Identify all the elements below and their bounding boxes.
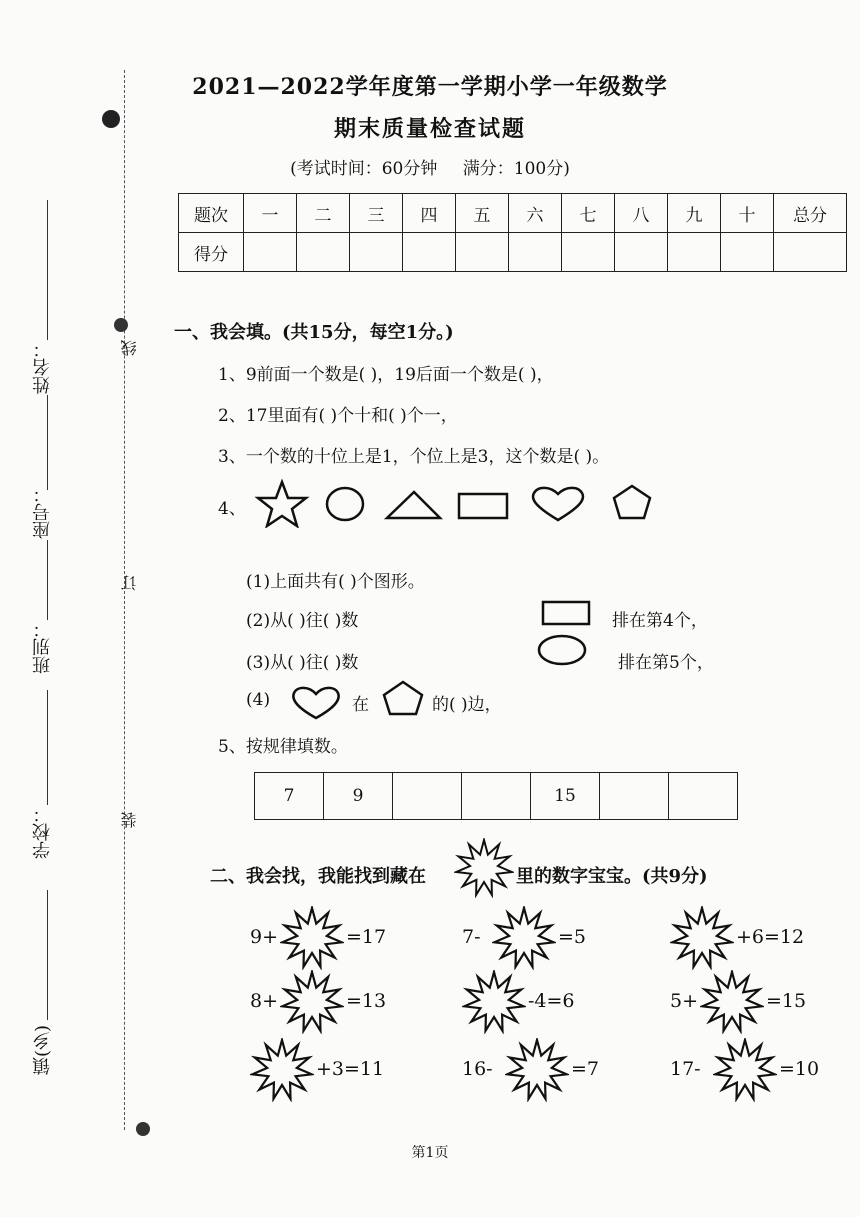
school-underline — [47, 690, 48, 805]
starburst-blank-icon[interactable] — [280, 906, 344, 970]
equation-suffix: =5 — [558, 926, 587, 948]
equation-suffix: +3=11 — [316, 1058, 385, 1080]
question-4-2: (2)从( )往( )数 — [246, 611, 359, 631]
score-cell: 六 — [509, 194, 562, 233]
score-cell: 十 — [721, 194, 774, 233]
score-blank[interactable] — [297, 233, 350, 272]
score-cell: 题次 — [179, 194, 244, 233]
exam-title-line1: 2021—2022学年度第一学期小学一年级数学 — [192, 74, 668, 100]
question-4-2-tail: 排在第4个， — [612, 611, 708, 631]
pentagon-icon — [378, 678, 428, 718]
starburst-blank-icon[interactable] — [713, 1038, 777, 1102]
sequence-cell: 9 — [324, 773, 393, 820]
cut-ding-char: 订 — [120, 575, 139, 591]
score-blank[interactable] — [350, 233, 403, 272]
equation-prefix: 8+ — [250, 990, 279, 1012]
exam-title-line2: 期末质量检查试题 — [333, 116, 526, 142]
exam-info — [0, 154, 860, 179]
cut-line-char: 线 — [120, 340, 139, 356]
sequence-cell: 7 — [255, 773, 324, 820]
score-blank[interactable] — [615, 233, 668, 272]
score-blank[interactable] — [509, 233, 562, 272]
score-blank[interactable] — [456, 233, 509, 272]
starburst-icon — [454, 838, 514, 898]
question-4-4-tail: 的( )边， — [432, 695, 502, 715]
seat-underline — [47, 395, 48, 490]
binding-dotted-line — [124, 70, 125, 1130]
sequence-cell[interactable] — [393, 773, 462, 820]
equation-suffix: -4=6 — [528, 990, 575, 1012]
score-cell: 七 — [562, 194, 615, 233]
equation-suffix: =13 — [346, 990, 387, 1012]
question-1: 1、9前面一个数是( )，19后面一个数是( )， — [218, 365, 554, 385]
name-label: 姓名： — [32, 340, 53, 394]
section2-heading-b: 里的数字宝宝。(共9分) — [516, 866, 708, 887]
starburst-blank-icon[interactable] — [280, 970, 344, 1034]
sequence-cell[interactable] — [600, 773, 669, 820]
starburst-blank-icon[interactable] — [492, 906, 556, 970]
star-shape — [258, 482, 306, 526]
score-cell: 八 — [615, 194, 668, 233]
score-blank[interactable] — [244, 233, 297, 272]
question-5: 5、按规律填数。 — [218, 737, 348, 757]
sequence-cell[interactable] — [669, 773, 738, 820]
score-cell: 三 — [350, 194, 403, 233]
question-4-1: (1)上面共有( )个图形。 — [246, 572, 425, 592]
question-2: 2、17里面有( )个十和( )个一， — [218, 406, 458, 426]
score-table-score-row — [179, 233, 847, 272]
question-4-4-mid: 在 — [352, 695, 369, 715]
equation-prefix: 9+ — [250, 926, 279, 948]
score-cell: 五 — [456, 194, 509, 233]
equation-suffix: =7 — [571, 1058, 600, 1080]
question-4-3-tail: 排在第5个， — [618, 653, 714, 673]
starburst-blank-icon[interactable] — [700, 970, 764, 1034]
section2-heading-a: 二、我会找，我能找到藏在 — [210, 866, 426, 887]
equation-suffix: +6=12 — [736, 926, 805, 948]
question-4-label: 4、 — [218, 499, 246, 519]
score-blank[interactable] — [403, 233, 456, 272]
score-blank[interactable] — [668, 233, 721, 272]
equation-prefix: 7- — [462, 926, 481, 948]
cut-zhuang-char: 装 — [120, 812, 139, 828]
page-number: 第1页 — [411, 1145, 449, 1161]
sequence-table — [254, 772, 738, 820]
town-underline — [47, 890, 48, 1020]
class-label: 班别： — [32, 620, 53, 674]
heart-shape — [533, 488, 583, 520]
rectangle-icon — [540, 598, 594, 630]
name-underline — [47, 200, 48, 340]
sequence-cell: 15 — [531, 773, 600, 820]
score-cell: 九 — [668, 194, 721, 233]
section1-heading: 一、我会填。(共15分，每空1分。) — [174, 322, 454, 343]
binding-hole — [114, 318, 128, 332]
full-score: 满分：100分) — [462, 159, 570, 179]
equation-suffix: =10 — [779, 1058, 820, 1080]
triangle-shape — [387, 492, 440, 518]
score-row-label: 得分 — [179, 233, 244, 272]
score-table-header-row — [179, 194, 847, 233]
score-cell: 二 — [297, 194, 350, 233]
circle-icon — [534, 632, 590, 668]
score-blank[interactable] — [774, 233, 847, 272]
score-cell: 总分 — [774, 194, 847, 233]
starburst-blank-icon[interactable] — [462, 970, 526, 1034]
binding-hole — [136, 1122, 150, 1136]
score-blank[interactable] — [721, 233, 774, 272]
equation-prefix: 5+ — [670, 990, 699, 1012]
score-cell: 四 — [403, 194, 456, 233]
score-table — [178, 193, 847, 272]
starburst-blank-icon[interactable] — [670, 906, 734, 970]
equation-suffix: =15 — [766, 990, 807, 1012]
score-cell: 一 — [244, 194, 297, 233]
class-underline — [47, 540, 48, 620]
starburst-blank-icon[interactable] — [505, 1038, 569, 1102]
starburst-blank-icon[interactable] — [250, 1038, 314, 1102]
sequence-cell[interactable] — [462, 773, 531, 820]
school-label: 学校： — [32, 805, 53, 859]
town-label: 镇(乡) — [32, 1025, 53, 1076]
rectangle-shape — [459, 494, 507, 518]
question-4-4-label: (4) — [246, 690, 271, 710]
binding-hole — [102, 110, 120, 128]
shapes-row — [252, 478, 672, 528]
heart-icon — [288, 682, 344, 722]
circle-shape — [327, 488, 363, 520]
equation-suffix: =17 — [346, 926, 387, 948]
score-blank[interactable] — [562, 233, 615, 272]
equation-prefix: 17- — [670, 1058, 701, 1080]
exam-time: (考试时间：60分钟 — [290, 159, 438, 179]
seat-label: 座号： — [32, 485, 53, 539]
pentagon-shape — [614, 486, 650, 518]
question-4-3: (3)从( )往( )数 — [246, 653, 359, 673]
equation-prefix: 16- — [462, 1058, 493, 1080]
question-3: 3、一个数的十位上是1，个位上是3，这个数是( )。 — [218, 447, 610, 467]
